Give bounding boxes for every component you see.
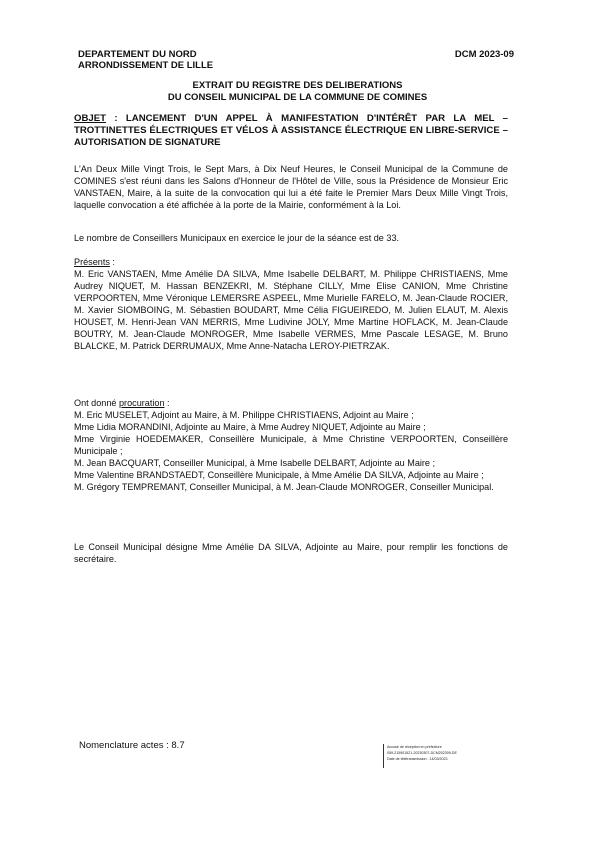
secretary-paragraph: Le Conseil Municipal désigne Mme Amélie DA SILVA, Adjointe au Maire, pour remplir les fonctions de secrétaire. [74, 542, 508, 564]
procurations-list [74, 409, 508, 493]
procurations-heading-post: : [164, 398, 170, 408]
intro-paragraph: L'An Deux Mille Vingt Trois, le Sept Mars, à Dix Neuf Heures, le Conseil Municipal de la Commune de COMINES s'est réuni dans les Salons d'Honneur de l'Hôtel de Ville, sous la Présidence de Monsieur Eric VANSTAEN, Maire, à la suite de la convocation qui lui a été faite le Premier Mars Deux Mille Vingt Trois, laquelle convocation a été affichée à la porte de la Mairie, conformément à la Loi. [74, 164, 508, 210]
stamp-line-2: 059-215901521-20230307-DCM202309-DE [387, 751, 457, 755]
procuration-item: M. Eric MUSELET, Adjoint au Maire, à M. Philippe CHRISTIAENS, Adjoint au Maire ; [74, 410, 414, 420]
procurations-heading-pre: Ont donné [74, 398, 119, 408]
procurations-heading-word: procuration [119, 398, 165, 408]
prefecture-receipt-stamp [383, 744, 511, 768]
department-header [78, 49, 213, 71]
deliberation-reference: DCM 2023-09 [454, 49, 514, 60]
nomenclature-label: Nomenclature actes : 8.7 [79, 740, 185, 751]
title-line-1: EXTRAIT DU REGISTRE DES DELIBERATIONS [192, 80, 403, 91]
procuration-item: M. Jean BACQUART, Conseiller Municipal, à Mme Isabelle DELBART, Adjointe au Maire ; [74, 458, 436, 468]
stamp-line-3: Date de télétransmission : 14/03/2023 [387, 757, 448, 761]
presents-heading [74, 256, 508, 268]
stamp-line-1: Accusé de réception en préfecture [387, 745, 442, 749]
procuration-item: Mme Valentine BRANDSTAEDT, Conseillère Municipale, à Mme Amélie DA SILVA, Adjointe au Maire ; [74, 470, 484, 480]
procuration-item: Mme Virginie HOEDEMAKER, Conseillère Municipale, à Mme Christine VERPOORTEN, Conseillère Municipale ; [74, 434, 508, 456]
presents-list: M. Eric VANSTAEN, Mme Amélie DA SILVA, Mme Isabelle DELBART, M. Philippe CHRISTIAENS, Mme Audrey NIQUET, M. Hassan BENZEKRI, M. Stéphane CILLY, Mme Elise CANION, Mme Christine VERPOORTEN, Mme Véronique LEMERSRE ASPEEL, Mme Murielle FARELO, M. Jean-Claude ROCIER, M. Xavier SIOMBOING, M. Sébastien BOUDART, Mme Célia FIGUEIREDO, M. Julien ELAUT, M. Alexis HOUSET, M. Henri-Jean VAN MERRIS, Mme Ludivine JOLY, Mme Martine HOFLACK, M. Jean-Claude BOUTRY, M. Jean-Claude MONROGER, Mme Isabelle VERMES, Mme Pascale LESAGE, M. Bruno BLALCKE, M. Patrick DERRUMAUX, Mme Anne-Natacha LEROY-PIETRZAK. [74, 269, 508, 351]
procurations-heading [74, 397, 508, 409]
document-title [0, 80, 595, 104]
procuration-item: Mme Lidia MORANDINI, Adjointe au Maire, à Mme Audrey NIQUET, Adjointe au Maire ; [74, 422, 426, 432]
title-line-2: DU CONSEIL MUNICIPAL DE LA COMMUNE DE COMINES [167, 92, 428, 103]
presents-heading-colon: : [109, 257, 115, 267]
presents-heading-text: Présents [74, 257, 110, 267]
department-line: DEPARTEMENT DU NORD [78, 49, 197, 60]
arrondissement-line: ARRONDISSEMENT DE LILLE [78, 60, 214, 71]
members-count-paragraph: Le nombre de Conseillers Municipaux en exercice le jour de la séance est de 33. [74, 233, 400, 243]
subject-block [74, 113, 508, 149]
procuration-item: M. Grégory TEMPREMANT, Conseiller Municipal, à M. Jean-Claude MONROGER, Conseiller Municipal. [74, 482, 494, 492]
subject-text: : LANCEMENT D'UN APPEL À MANIFESTATION D'INTÉRÊT PAR LA MEL – TROTTINETTES ÉLECTRIQUES ET VÉLOS À ASSISTANCE ÉLECTRIQUE EN LIBRE-SERVICE – AUTORISATION DE SIGNATURE [74, 113, 508, 148]
subject-label: OBJET [74, 113, 106, 124]
